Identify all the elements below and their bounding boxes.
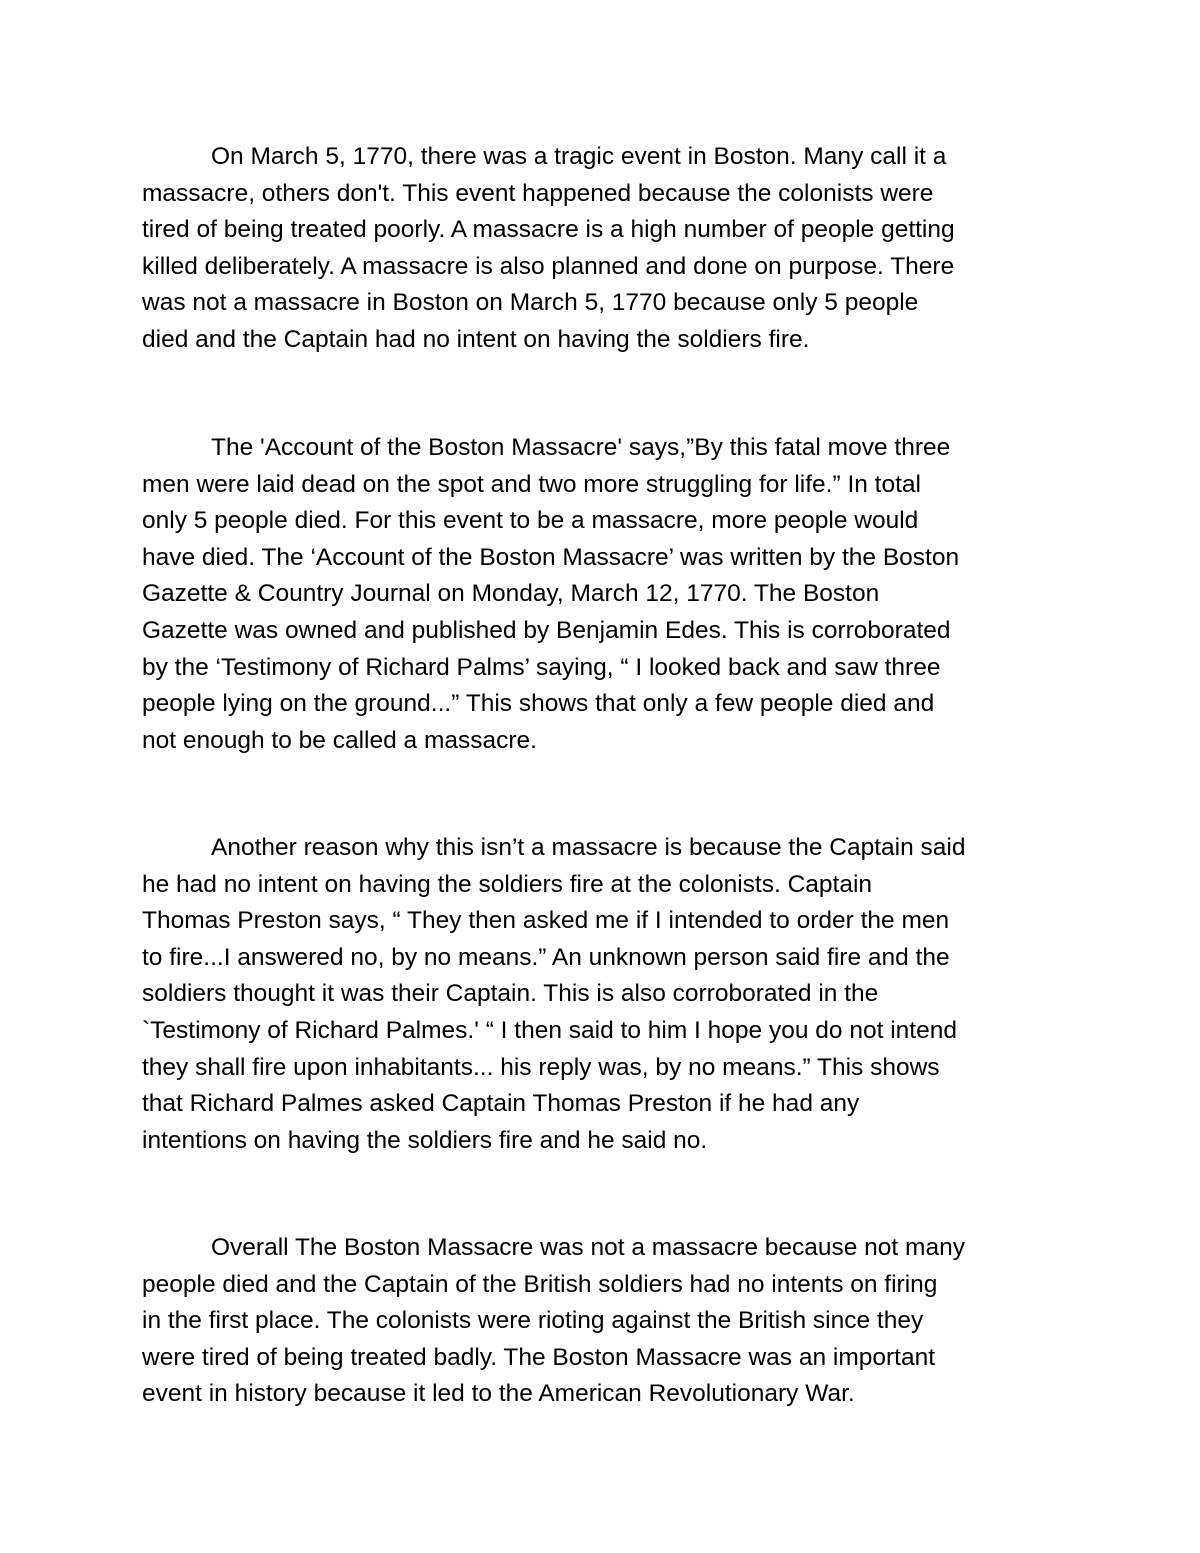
paragraph-line: event in history because it led to the American Revolutionary War.: [142, 1380, 855, 1408]
paragraph-line: they shall fire upon inhabitants... his reply was, by no means.” This shows: [142, 1053, 940, 1081]
paragraph-line: only 5 people died. For this event to be a massacre, more people would: [142, 507, 919, 535]
paragraph-line: people lying on the ground...” This shows that only a few people died and: [142, 690, 935, 718]
paragraph: [142, 139, 1064, 359]
paragraph-line: not enough to be called a massacre.: [142, 726, 537, 754]
paragraph-line: in the first place. The colonists were rioting against the British since they: [142, 1307, 924, 1335]
paragraph-line: was not a massacre in Boston on March 5, 1770 because only 5 people: [142, 289, 919, 317]
paragraph-line: Overall The Boston Massacre was not a massacre because not many: [211, 1234, 965, 1261]
paragraph: [142, 1230, 1064, 1413]
paragraph-line: Gazette was owned and published by Benjamin Edes. This is corroborated: [142, 616, 951, 644]
paragraph-line: by the ‘Testimony of Richard Palms’ saying, “ I looked back and saw three: [142, 653, 941, 681]
paragraph-line: soldiers thought it was their Captain. This is also corroborated in the: [142, 980, 879, 1008]
paragraph-line: that Richard Palmes asked Captain Thomas Preston if he had any: [142, 1090, 860, 1118]
paragraph-line: were tired of being treated badly. The Boston Massacre was an important: [142, 1343, 936, 1371]
paragraph-line: Thomas Preston says, “ They then asked me if I intended to order the men: [142, 907, 950, 935]
paragraph-line: to fire...I answered no, by no means.” An unknown person said fire and the: [142, 943, 950, 971]
paragraph-line: killed deliberately. A massacre is also planned and done on purpose. There: [142, 252, 955, 280]
paragraph-line: `Testimony of Richard Palmes.' “ I then said to him I hope you do not intend: [142, 1016, 957, 1044]
paragraph: [142, 430, 1064, 759]
paragraph-line: men were laid dead on the spot and two more struggling for life.” In total: [142, 470, 921, 498]
paragraph-line: died and the Captain had no intent on having the soldiers fire.: [142, 325, 810, 353]
paragraph-line: On March 5, 1770, there was a tragic event in Boston. Many call it a: [211, 143, 947, 170]
paragraph-line: have died. The ‘Account of the Boston Massacre’ was written by the Boston: [142, 543, 960, 571]
paragraph-line: tired of being treated poorly. A massacre is a high number of people getting: [142, 216, 955, 244]
paragraph-line: people died and the Captain of the British soldiers had no intents on firing: [142, 1270, 938, 1298]
paragraph-line: he had no intent on having the soldiers fire at the colonists. Captain: [142, 870, 873, 898]
paragraph-line: massacre, others don't. This event happened because the colonists were: [142, 179, 934, 207]
paragraph-line: Another reason why this isn’t a massacre is because the Captain said: [211, 834, 966, 861]
paragraph-line: The 'Account of the Boston Massacre' says,”By this fatal move three: [211, 434, 951, 461]
paragraph-line: Gazette & Country Journal on Monday, March 12, 1770. The Boston: [142, 580, 880, 608]
paragraph: [142, 830, 1064, 1159]
paragraph-line: intentions on having the soldiers fire and he said no.: [142, 1126, 708, 1154]
